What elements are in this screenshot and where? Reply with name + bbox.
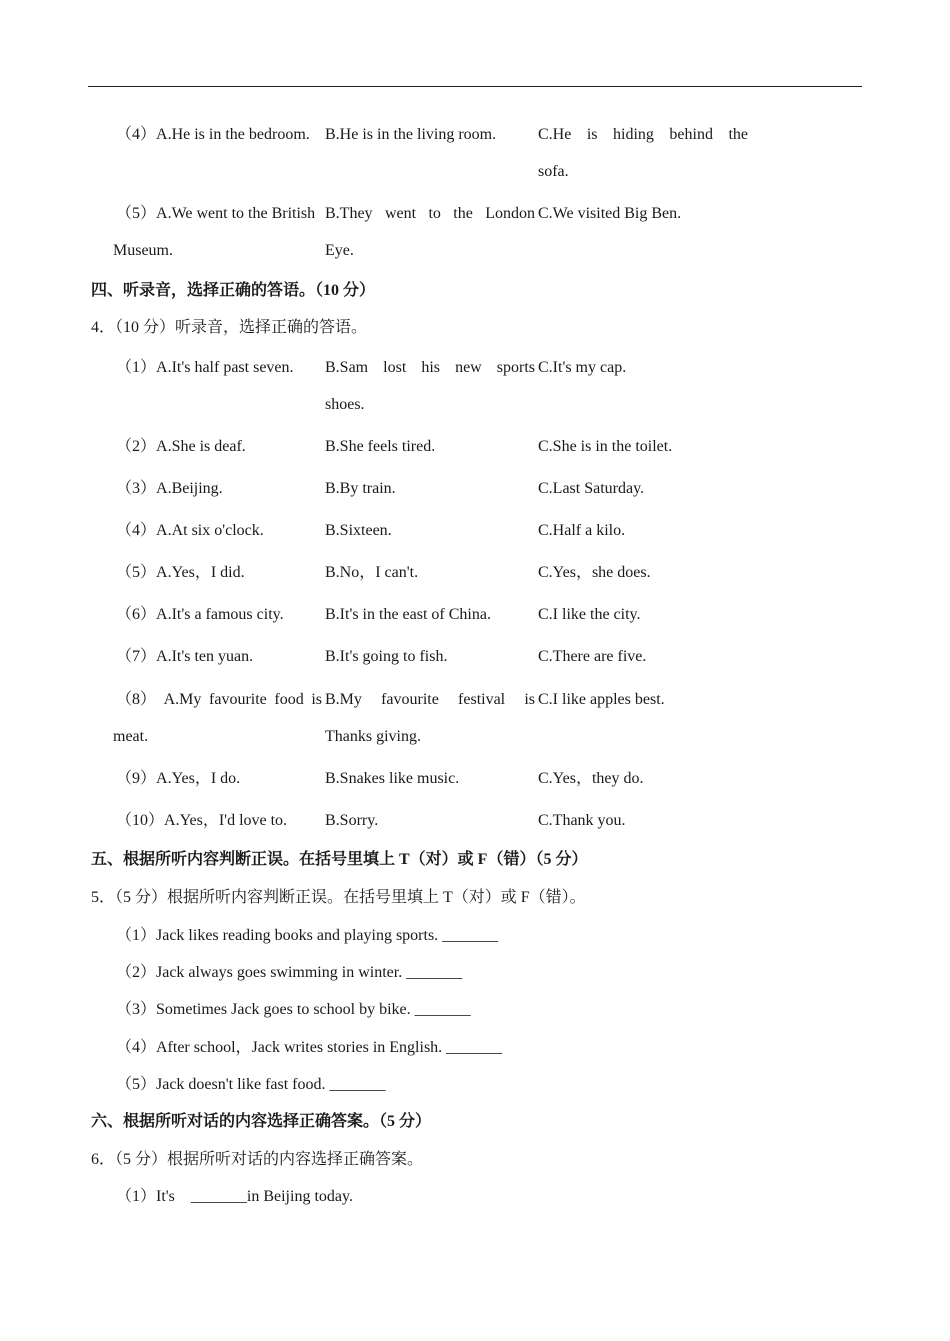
s3-q5-a-wrap: Museum. [113,242,173,259]
s3-q4-c-wrap: sofa. [538,163,569,180]
s4-q2-a: （2）A.She is deaf. [116,438,246,455]
s5-item-2: （2）Jack always goes swimming in winter. _______ [116,964,463,981]
s4-q4-c: C.Half a kilo. [538,522,626,539]
s4-q10-a: （10）A.Yes，I'd love to. [116,812,288,829]
s3-q4-b: B.He is in the living room. [325,126,497,143]
s4-q6-a: （6）A.It's a famous city. [116,606,284,623]
section5-question: 5．（5 分）根据所听内容判断正误。在括号里填上 T（对）或 F（错）。 [91,889,586,906]
s4-q1-b-wrap: shoes. [325,396,365,413]
s4-q7-b: B.It's going to fish. [325,648,448,665]
section4-question: 4．（10 分）听录音，选择正确的答语。 [91,319,368,336]
s4-q3-c: C.Last Saturday. [538,480,645,497]
s5-item-4: （4）After school，Jack writes stories in English. _______ [116,1039,503,1056]
section6-heading: 六、根据所听对话的内容选择正确答案。（5 分） [91,1113,432,1130]
s4-q7-c: C.There are five. [538,648,647,665]
s4-q2-c: C.She is in the toilet. [538,438,673,455]
s4-q2-b: B.She feels tired. [325,438,436,455]
s3-q5-b-wrap: Eye. [325,242,354,259]
s4-q8-a-wrap: meat. [113,728,149,745]
s4-q1-c: C.It's my cap. [538,359,627,376]
s6-q1: （1）It's _______in Beijing today. [116,1188,353,1205]
s4-q4-a: （4）A.At six o'clock. [116,522,264,539]
s4-q10-b: B.Sorry. [325,812,379,829]
s4-q3-b: B.By train. [325,480,396,497]
s4-q1-a: （1）A.It's half past seven. [116,359,294,376]
section5-heading: 五、根据所听内容判断正误。在括号里填上 T（对）或 F（错）（5 分） [91,851,588,868]
s4-q8-c: C.I like apples best. [538,691,665,708]
s4-q5-c: C.Yes，she does. [538,564,651,581]
s4-q8-b-wrap: Thanks giving. [325,728,421,745]
s3-q5-c: C.We visited Big Ben. [538,205,682,222]
s4-q9-a: （9）A.Yes，I do. [116,770,241,787]
header-rule [88,86,862,87]
s4-q8-b: B.My favourite festival is [325,691,535,708]
s5-item-3: （3）Sometimes Jack goes to school by bike. _______ [116,1001,471,1018]
section6-question: 6．（5 分）根据所听对话的内容选择正确答案。 [91,1151,424,1168]
s3-q4-a: （4）A.He is in the bedroom. [116,126,310,143]
s4-q9-b: B.Snakes like music. [325,770,460,787]
s4-q9-c: C.Yes，they do. [538,770,644,787]
s4-q5-b: B.No，I can't. [325,564,419,581]
s3-q4-c: C.He is hiding behind the [538,126,748,143]
section4-heading: 四、听录音，选择正确的答语。（10 分） [91,282,376,299]
s5-item-5: （5）Jack doesn't like fast food. _______ [116,1076,386,1093]
s3-q5-a: （5）A.We went to the British [116,205,316,222]
s5-item-1: （1）Jack likes reading books and playing sports. _______ [116,927,499,944]
s4-q7-a: （7）A.It's ten yuan. [116,648,254,665]
s4-q10-c: C.Thank you. [538,812,626,829]
s4-q4-b: B.Sixteen. [325,522,392,539]
s4-q1-b: B.Sam lost his new sports [325,359,535,376]
s4-q3-a: （3）A.Beijing. [116,480,223,497]
s4-q6-b: B.It's in the east of China. [325,606,491,623]
s4-q6-c: C.I like the city. [538,606,641,623]
s4-q8-a: （8） A.My favourite food is [116,691,322,708]
s3-q5-b: B.They went to the London [325,205,535,222]
s4-q5-a: （5）A.Yes，I did. [116,564,245,581]
